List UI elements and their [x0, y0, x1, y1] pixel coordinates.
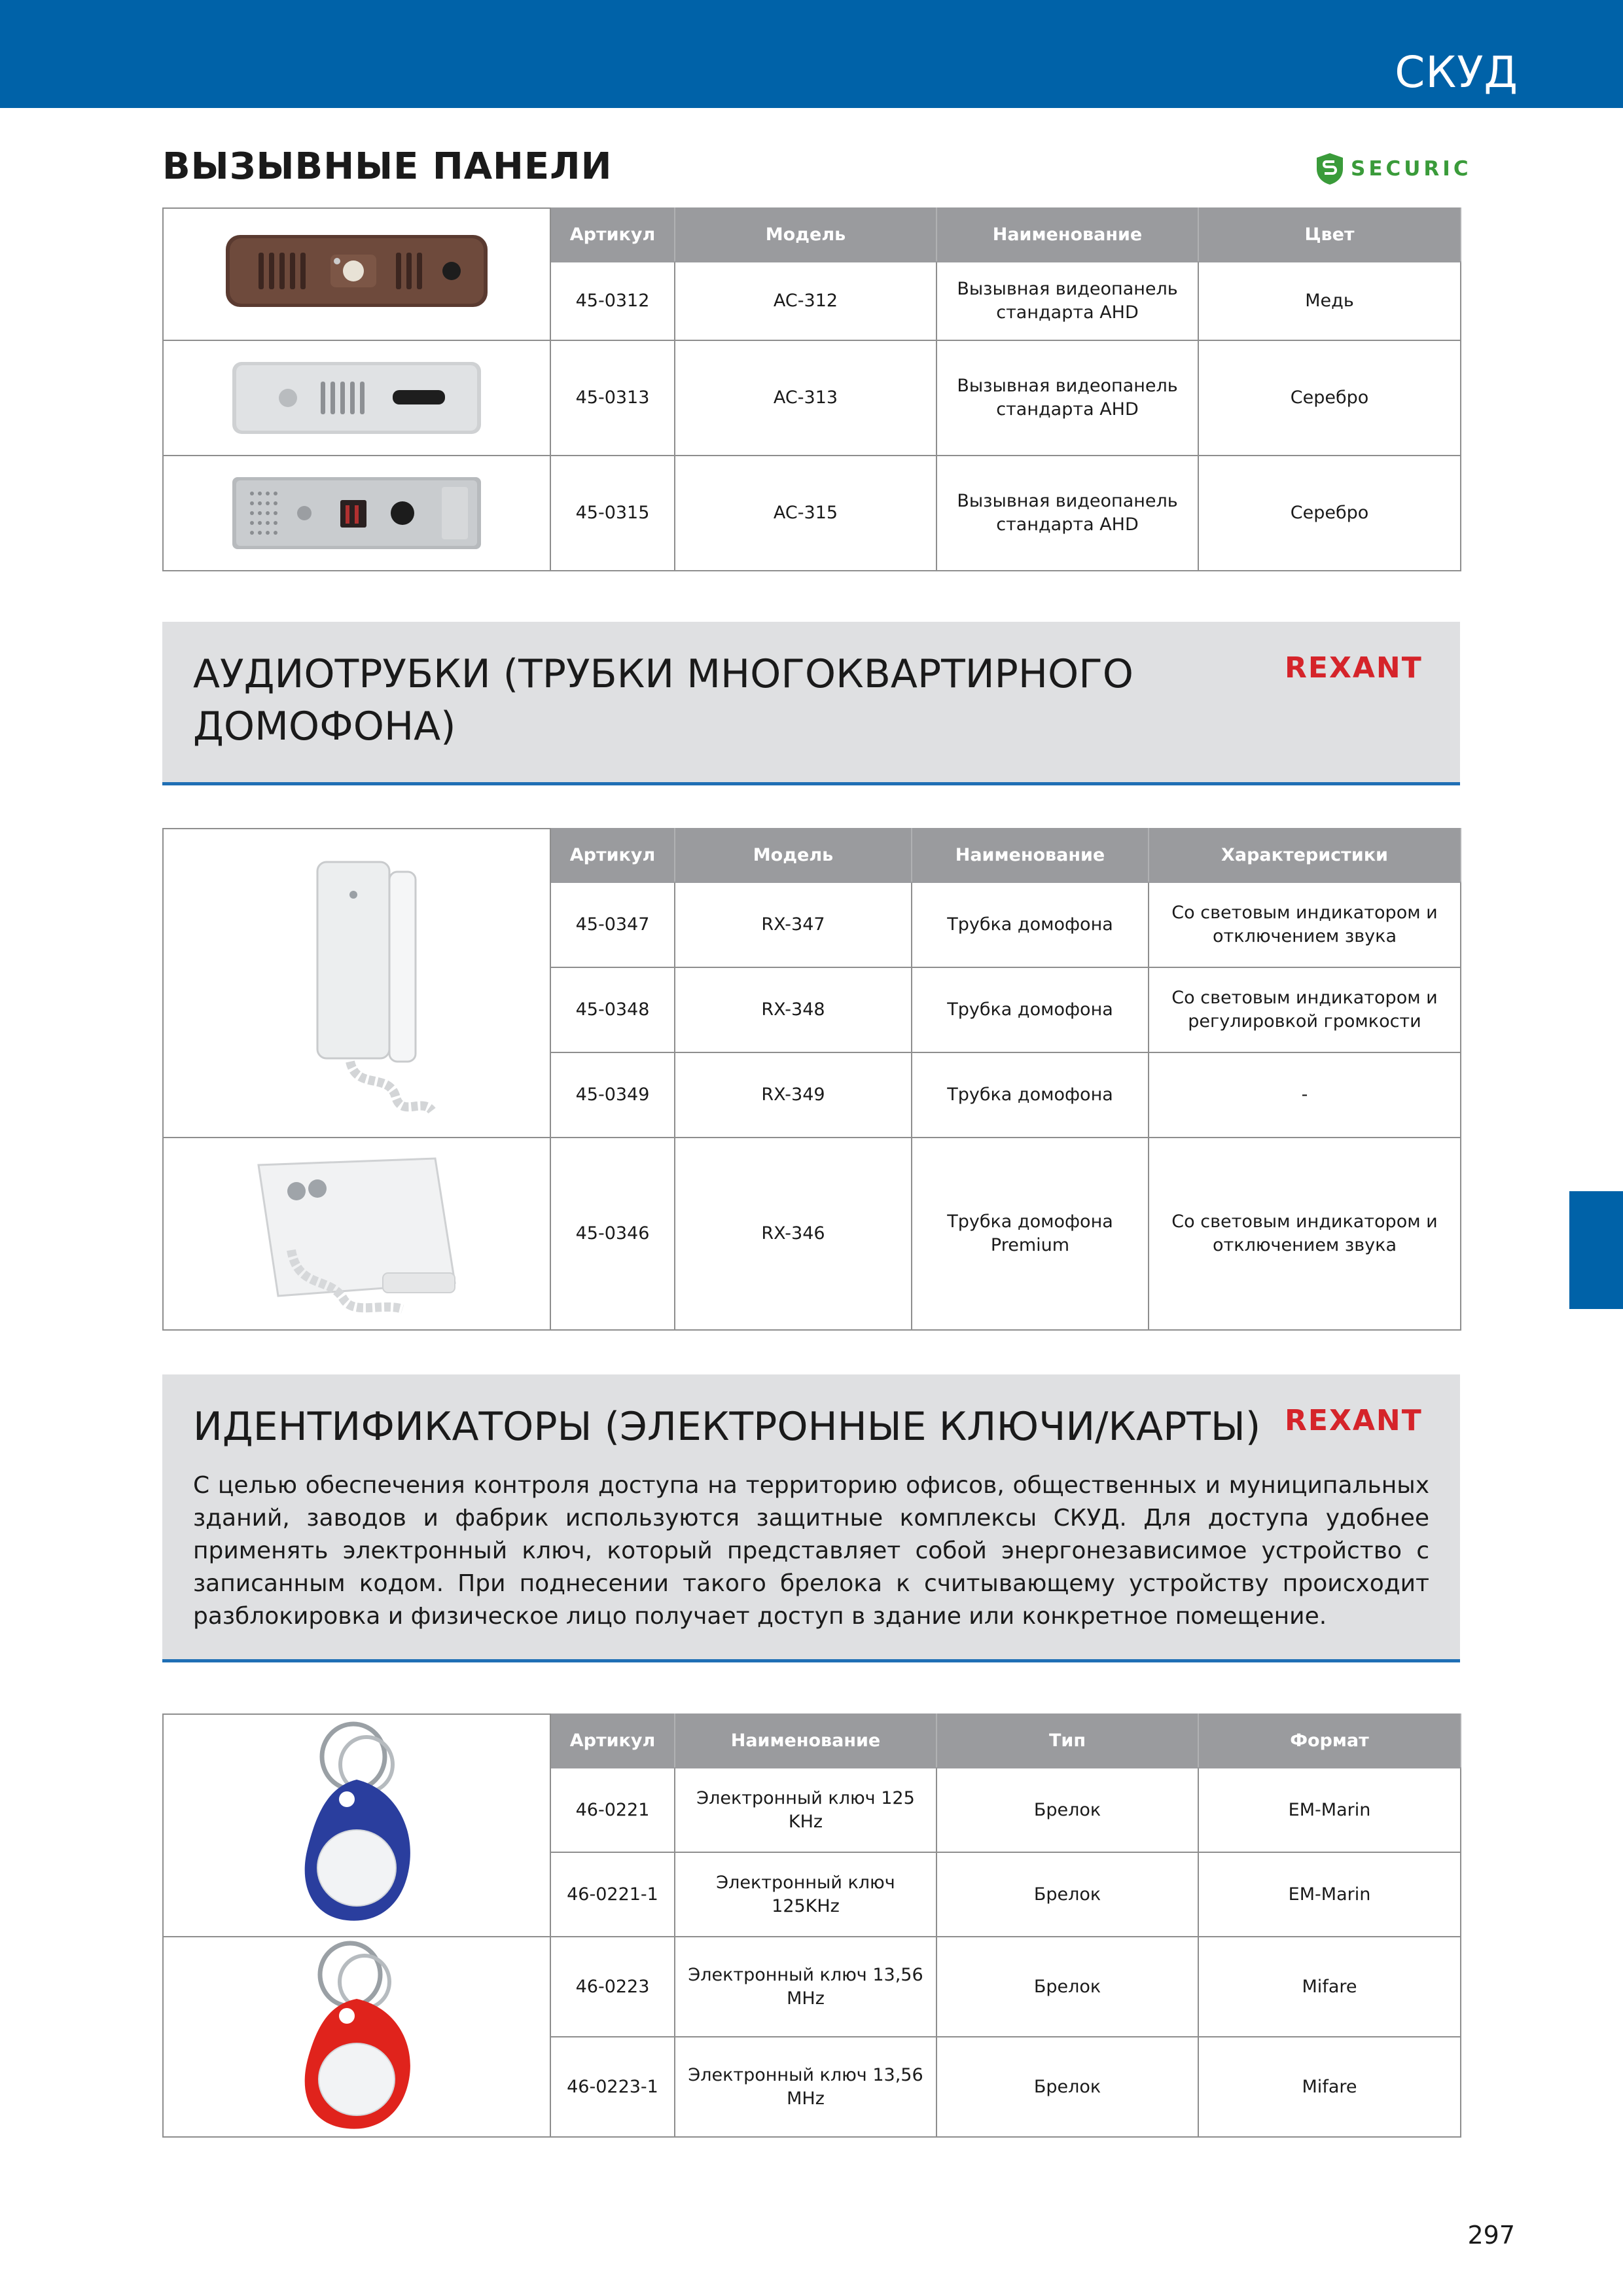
panel-ac315-image — [226, 467, 488, 559]
row-name: Электронный ключ 13,56 MHz — [675, 2037, 936, 2137]
row-sku: 45-0348 — [550, 967, 675, 1052]
col-header-color: Цвет — [1198, 208, 1461, 262]
row-model: AC-315 — [675, 456, 936, 571]
row-model: RX-348 — [675, 967, 912, 1052]
row-name: Электронный ключ 125KHz — [675, 1852, 936, 1937]
red-keyfob-image — [285, 1939, 429, 2135]
row-model: AC-312 — [675, 262, 936, 340]
handsets-table — [162, 828, 1461, 1331]
securic-logo-text: SECURIC — [1351, 157, 1472, 181]
row-features: Со световым индикатором и отключением звука — [1149, 1138, 1461, 1330]
panel-image-cell — [163, 208, 550, 340]
page-number: 297 — [1467, 2221, 1515, 2250]
top-banner — [0, 0, 1623, 108]
col-header-model: Модель — [675, 208, 936, 262]
keyfob-image-cell — [163, 1937, 550, 2137]
col-header-type: Тип — [936, 1714, 1198, 1768]
col-header-sku: Артикул — [550, 208, 675, 262]
row-name: Вызывная видеопанель стандарта AHD — [936, 340, 1198, 456]
row-format: Mifare — [1198, 2037, 1461, 2137]
handset-image-cell — [163, 1138, 550, 1330]
table-row — [163, 1138, 1461, 1330]
panels-table — [162, 207, 1461, 571]
row-color: Медь — [1198, 262, 1461, 340]
handsets-heading-line2: ДОМОФОНА) — [193, 704, 456, 749]
row-sku: 45-0349 — [550, 1052, 675, 1138]
handsets-heading-line1: АУДИОТРУБКИ (ТРУБКИ МНОГОКВАРТИРНОГО — [193, 651, 1134, 697]
col-header-model: Модель — [675, 829, 912, 882]
identifiers-banner — [162, 1374, 1460, 1662]
row-sku: 45-0315 — [550, 456, 675, 571]
row-name: Трубка домофона — [912, 1052, 1149, 1138]
handset-image-cell — [163, 829, 550, 1138]
side-tab-marker — [1569, 1191, 1623, 1309]
row-name: Вызывная видеопанель стандарта AHD — [936, 262, 1198, 340]
panel-image-cell — [163, 456, 550, 571]
row-model: RX-347 — [675, 882, 912, 967]
row-name: Трубка домофона Premium — [912, 1138, 1149, 1330]
row-sku: 45-0347 — [550, 882, 675, 967]
col-header-features: Характеристики — [1149, 829, 1461, 882]
table-row — [163, 456, 1461, 571]
row-color: Серебро — [1198, 340, 1461, 456]
row-name: Вызывная видеопанель стандарта AHD — [936, 456, 1198, 571]
row-type: Брелок — [936, 1937, 1198, 2037]
section-title: СКУД — [1395, 47, 1518, 98]
identifiers-heading: ИДЕНТИФИКАТОРЫ (ЭЛЕКТРОННЫЕ КЛЮЧИ/КАРТЫ) — [193, 1404, 1261, 1450]
identifiers-table — [162, 1713, 1461, 2138]
panel-ac312-image — [219, 225, 494, 317]
row-features: - — [1149, 1052, 1461, 1138]
row-name: Электронный ключ 125 KHz — [675, 1768, 936, 1852]
col-header-format: Формат — [1198, 1714, 1461, 1768]
handsets-banner — [162, 622, 1460, 785]
row-sku: 46-0221 — [550, 1768, 675, 1852]
keyfob-image-cell — [163, 1714, 550, 1937]
securic-shield-icon — [1315, 152, 1344, 186]
col-header-name: Наименование — [675, 1714, 936, 1768]
row-type: Брелок — [936, 1768, 1198, 1852]
securic-logo — [1315, 151, 1472, 187]
row-sku: 46-0223 — [550, 1937, 675, 2037]
table-row — [163, 340, 1461, 456]
row-model: AC-313 — [675, 340, 936, 456]
row-type: Брелок — [936, 1852, 1198, 1937]
handset-rx346-image — [219, 1145, 494, 1322]
row-name: Электронный ключ 13,56 MHz — [675, 1937, 936, 2037]
row-color: Серебро — [1198, 456, 1461, 571]
panel-ac313-image — [226, 352, 488, 444]
row-sku: 45-0313 — [550, 340, 675, 456]
row-model: RX-349 — [675, 1052, 912, 1138]
row-format: Mifare — [1198, 1937, 1461, 2037]
row-sku: 45-0346 — [550, 1138, 675, 1330]
panels-heading: ВЫЗЫВНЫЕ ПАНЕЛИ — [162, 145, 613, 188]
row-name: Трубка домофона — [912, 967, 1149, 1052]
rexant-logo: REXANT — [1285, 1404, 1423, 1437]
table-row — [163, 1937, 1461, 2037]
row-sku: 46-0223-1 — [550, 2037, 675, 2137]
row-features: Со световым индикатором и отключением звука — [1149, 882, 1461, 967]
row-name: Трубка домофона — [912, 882, 1149, 967]
panel-image-cell — [163, 340, 550, 456]
handset-rx347-image — [259, 836, 455, 1124]
blue-keyfob-image — [285, 1717, 429, 1927]
row-model: RX-346 — [675, 1138, 912, 1330]
col-header-name: Наименование — [912, 829, 1149, 882]
col-header-name: Наименование — [936, 208, 1198, 262]
row-sku: 45-0312 — [550, 262, 675, 340]
row-type: Брелок — [936, 2037, 1198, 2137]
identifiers-description: С целью обеспечения контроля доступа на территорию офисов, общественных и муниципальных зданий, заводов и фабрик используются защитные комплексы СКУД. Для доступа удобнее применять электронный ключ, который представляет собой энергонезависимое устройство с записанным кодом. При поднесении такого брелока к считывающему устройству происходит разблокировка и физическое лицо получает доступ в здание или конкретное помещение. — [193, 1472, 1429, 1630]
col-header-sku: Артикул — [550, 1714, 675, 1768]
row-format: EM-Marin — [1198, 1852, 1461, 1937]
rexant-logo: REXANT — [1285, 651, 1423, 685]
row-sku: 46-0221-1 — [550, 1852, 675, 1937]
col-header-sku: Артикул — [550, 829, 675, 882]
row-format: EM-Marin — [1198, 1768, 1461, 1852]
row-features: Со световым индикатором и регулировкой громкости — [1149, 967, 1461, 1052]
